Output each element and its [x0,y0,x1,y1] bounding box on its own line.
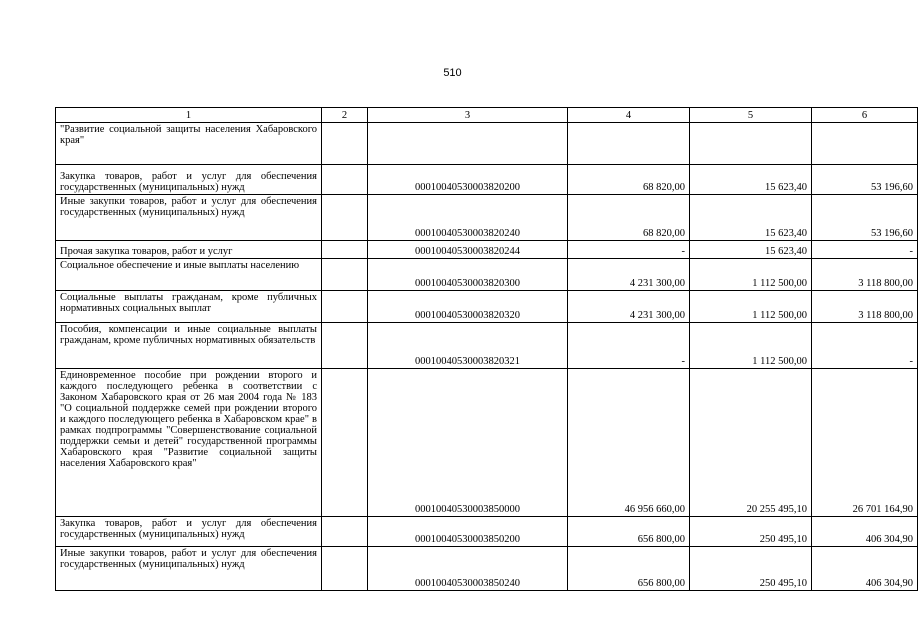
row-value-6: 53 196,60 [812,165,918,195]
row-description: Социальное обеспечение и иные выплаты населению [56,259,322,291]
row-code: 00010040530003850000 [368,369,568,517]
row-description: Социальные выплаты гражданам, кроме публичных нормативных социальных выплат [56,291,322,323]
row-value-4: 656 800,00 [568,547,690,591]
row-description: Прочая закупка товаров, работ и услуг [56,241,322,259]
table-header-row [56,108,918,123]
table-row [56,369,918,517]
column-header: 1 [56,108,322,123]
row-col2 [322,291,368,323]
row-col2 [322,369,368,517]
row-value-4: 4 231 300,00 [568,259,690,291]
row-code: 00010040530003850200 [368,517,568,547]
row-value-5: 1 112 500,00 [690,291,812,323]
row-value-4: - [568,241,690,259]
row-description: "Развитие социальной защиты населения Хабаровского края" [56,123,322,165]
row-description: Закупка товаров, работ и услуг для обеспечения государственных (муниципальных) нужд [56,165,322,195]
table-row [56,195,918,241]
row-col2 [322,241,368,259]
row-code: 00010040530003820300 [368,259,568,291]
row-code: 00010040530003820244 [368,241,568,259]
column-header: 4 [568,108,690,123]
row-value-5: 15 623,40 [690,241,812,259]
table-row [56,323,918,369]
row-value-5: 15 623,40 [690,195,812,241]
row-col2 [322,323,368,369]
row-value-5: 20 255 495,10 [690,369,812,517]
row-value-4 [568,123,690,165]
row-col2 [322,517,368,547]
row-value-6 [812,123,918,165]
row-col2 [322,547,368,591]
row-code: 00010040530003820240 [368,195,568,241]
row-description: Пособия, компенсации и иные социальные выплаты гражданам, кроме публичных нормативных обязательств [56,323,322,369]
row-value-4: 68 820,00 [568,195,690,241]
row-description: Иные закупки товаров, работ и услуг для обеспечения государственных (муниципальных) нужд [56,547,322,591]
table-row [56,517,918,547]
row-value-5: 1 112 500,00 [690,323,812,369]
table-row [56,259,918,291]
row-value-6: - [812,241,918,259]
row-value-6: 406 304,90 [812,517,918,547]
column-header: 5 [690,108,812,123]
column-header: 2 [322,108,368,123]
row-col2 [322,195,368,241]
row-code: 00010040530003850240 [368,547,568,591]
row-value-6: 53 196,60 [812,195,918,241]
row-description: Иные закупки товаров, работ и услуг для обеспечения государственных (муниципальных) нужд [56,195,322,241]
row-col2 [322,165,368,195]
row-value-5: 250 495,10 [690,547,812,591]
row-value-5: 15 623,40 [690,165,812,195]
row-description: Закупка товаров, работ и услуг для обеспечения государственных (муниципальных) нужд [56,517,322,547]
column-header: 3 [368,108,568,123]
row-value-4: 656 800,00 [568,517,690,547]
row-value-4: 46 956 660,00 [568,369,690,517]
row-value-4: - [568,323,690,369]
table-row [56,123,918,165]
row-value-6: 26 701 164,90 [812,369,918,517]
row-value-6: 3 118 800,00 [812,291,918,323]
row-value-6: 3 118 800,00 [812,259,918,291]
table-row [56,241,918,259]
row-value-6: 406 304,90 [812,547,918,591]
row-value-4: 4 231 300,00 [568,291,690,323]
row-code [368,123,568,165]
table-row [56,547,918,591]
row-col2 [322,259,368,291]
row-value-5 [690,123,812,165]
row-value-5: 1 112 500,00 [690,259,812,291]
row-code: 00010040530003820320 [368,291,568,323]
page-number: 510 [443,67,462,79]
row-col2 [322,123,368,165]
table-row [56,291,918,323]
row-value-5: 250 495,10 [690,517,812,547]
budget-table [55,107,918,591]
row-code: 00010040530003820200 [368,165,568,195]
table-row [56,165,918,195]
row-code: 00010040530003820321 [368,323,568,369]
row-value-6: - [812,323,918,369]
row-description: Единовременное пособие при рождении второго и каждого последующего ребенка в соответствии с Законом Хабаровского края от 26 мая 2004 года № 183 "О социальной поддержке семей при рождении второго и каждого последующего ребенка в Хабаровском крае" в рамках подпрограммы "Совершенствование социальной поддержки семьи и детей" государственной программы Хабаровского края "Развитие социальной защиты населения Хабаровского края" [56,369,322,517]
row-value-4: 68 820,00 [568,165,690,195]
column-header: 6 [812,108,918,123]
